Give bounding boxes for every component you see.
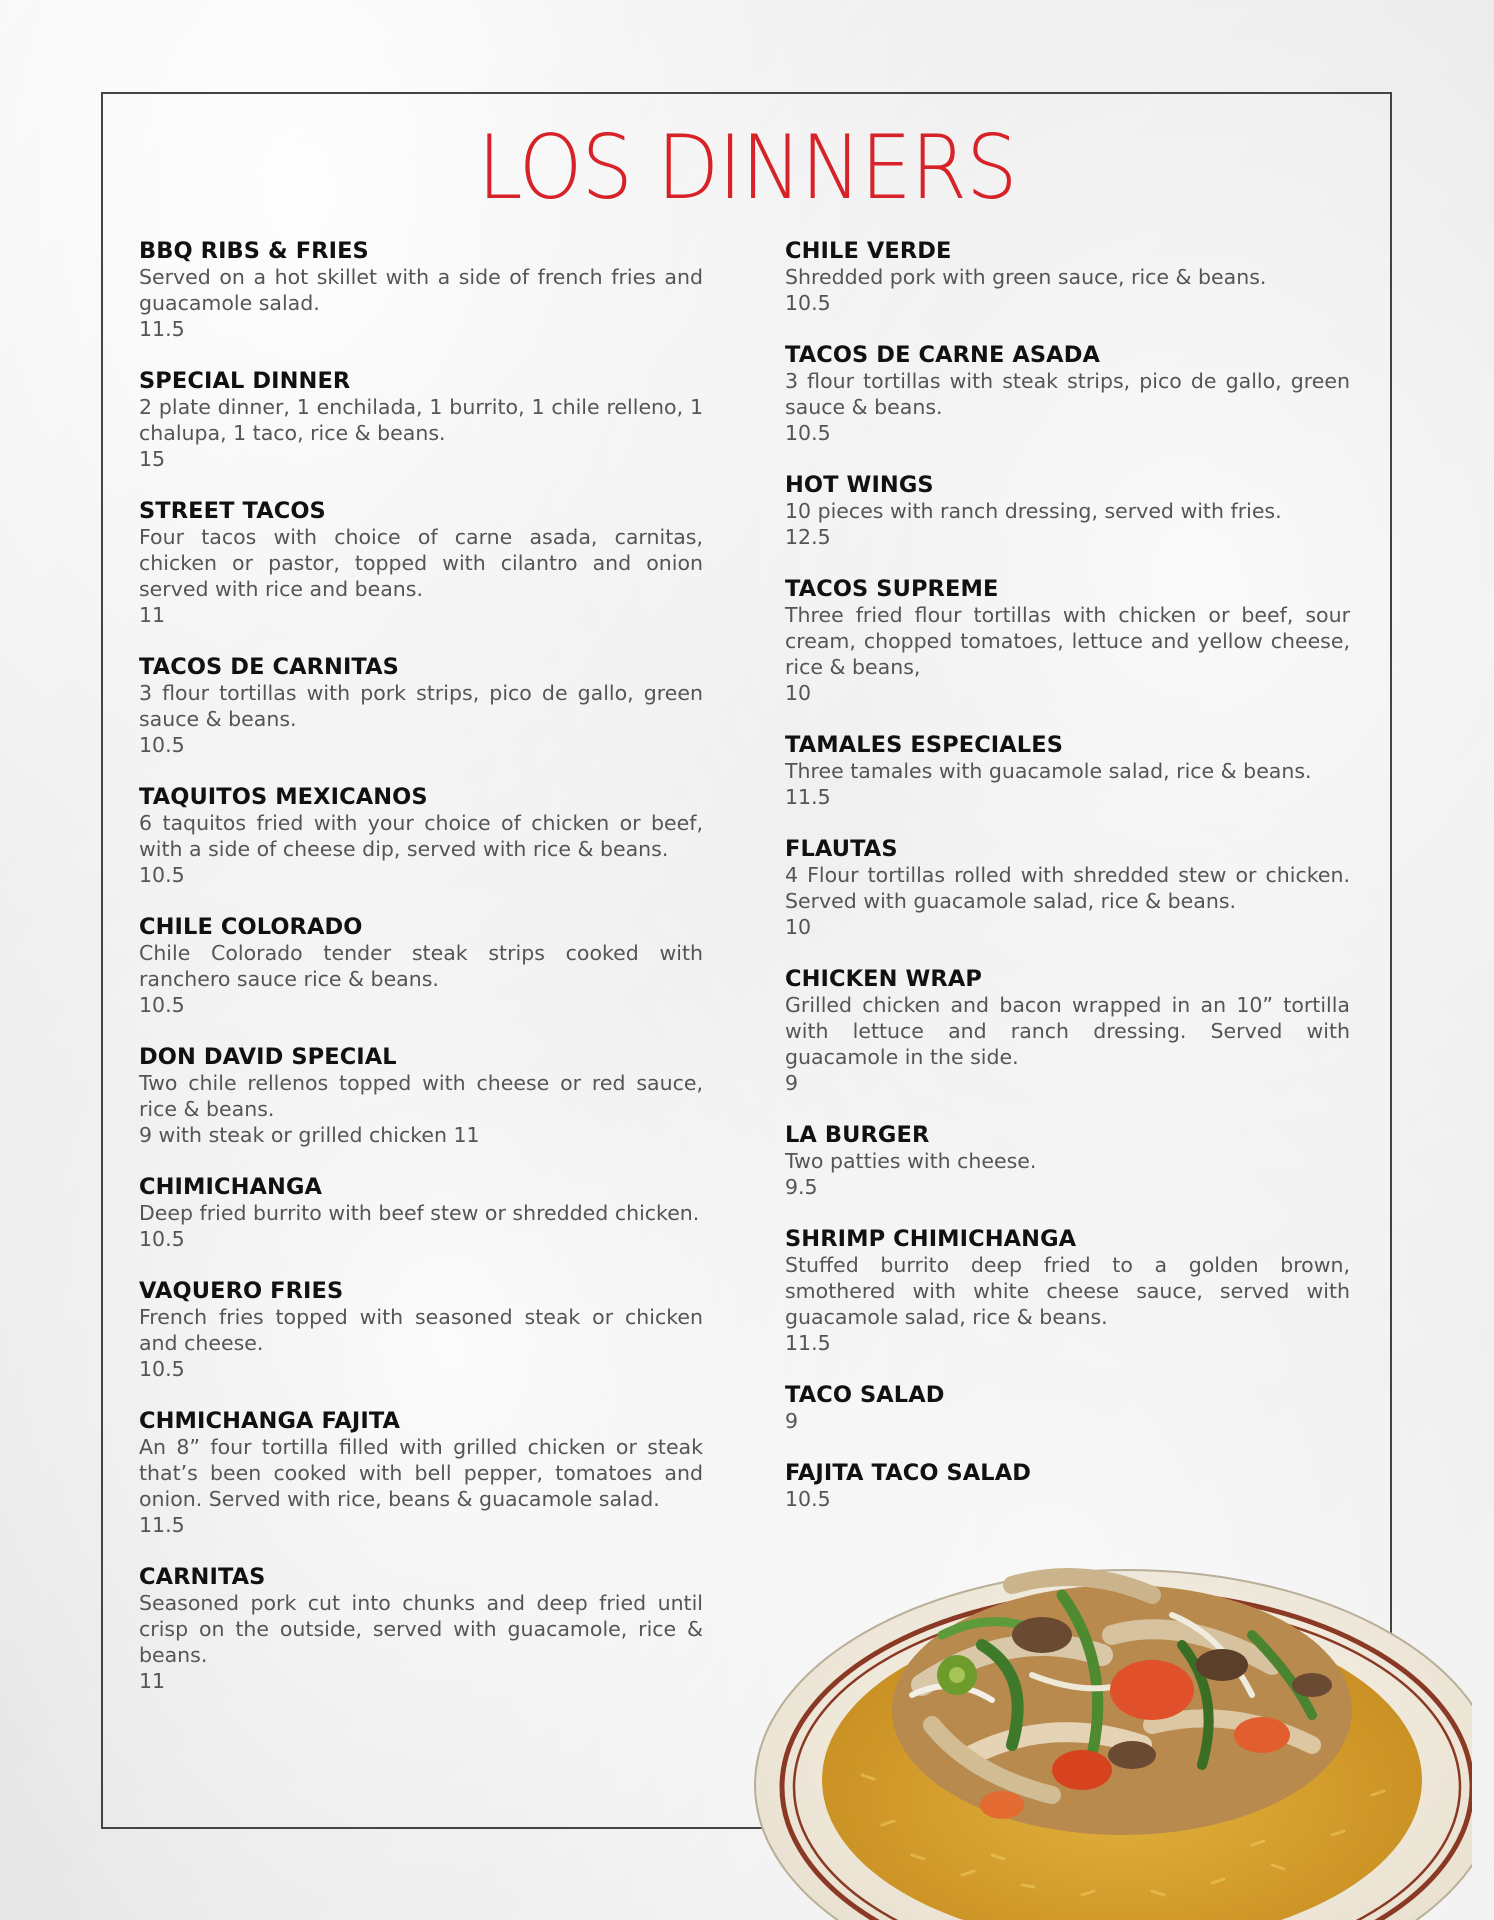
item-name: CHILE COLORADO [139,914,363,940]
item-description: An 8” four tortilla filled with grilled chicken or steak that’s been cooked with bell pepper, tomatoes and onion. Served with rice, beans & guacamole salad. [139,1435,703,1511]
fajita-plate-photo [752,1525,1472,1920]
item-price: 10.5 [785,421,831,445]
left-column [139,238,703,1720]
item-description: Four tacos with choice of carne asada, carnitas, chicken or pastor, topped with cilantro and onion served with rice and beans. [139,525,703,601]
item-price: 12.5 [785,525,831,549]
item-name: CHMICHANGA FAJITA [139,1408,401,1434]
item-name: SPECIAL DINNER [139,368,351,394]
item-name: CARNITAS [139,1564,266,1590]
item-name: HOT WINGS [785,472,934,498]
item-price: 10.5 [139,733,185,757]
item-description: French fries topped with seasoned steak or chicken and cheese. [139,1305,703,1355]
item-name: VAQUERO FRIES [139,1278,344,1304]
item-name: CHILE VERDE [785,238,952,264]
item-price: 11 [139,1669,166,1693]
item-description: Served on a hot skillet with a side of french fries and guacamole salad. [139,265,703,315]
item-price: 9 [785,1409,799,1433]
item-description: 4 Flour tortillas rolled with shredded stew or chicken. Served with guacamole salad, rice & beans. [785,863,1350,913]
item-description: 2 plate dinner, 1 enchilada, 1 burrito, 1 chile relleno, 1 chalupa, 1 taco, rice & beans. [139,395,703,445]
item-description: Grilled chicken and bacon wrapped in an 10” tortilla with lettuce and ranch dressing. Served with guacamole in the side. [785,993,1350,1069]
item-name: STREET TACOS [139,498,326,524]
menu-item [785,1122,1350,1200]
item-description: 3 flour tortillas with steak strips, pico de gallo, green sauce & beans. [785,369,1350,419]
item-description: 6 taquitos fried with your choice of chicken or beef, with a side of cheese dip, served with rice & beans. [139,811,703,861]
item-name: LA BURGER [785,1122,930,1148]
menu-item [785,836,1350,940]
menu-item [139,498,703,628]
item-price: 11.5 [139,317,185,341]
menu-item [139,368,703,472]
item-name: SHRIMP CHIMICHANGA [785,1226,1077,1252]
menu-item [785,342,1350,446]
item-description: Two chile rellenos topped with cheese or red sauce, rice & beans. [139,1071,703,1121]
item-price: 15 [139,447,166,471]
menu-item [785,576,1350,706]
menu-item [139,1278,703,1382]
item-name: FAJITA TACO SALAD [785,1460,1032,1486]
item-name: TACOS DE CARNITAS [139,654,399,680]
item-description: Two patties with cheese. [785,1149,1037,1173]
item-name: CHICKEN WRAP [785,966,982,992]
menu-item [785,1382,1350,1434]
item-price: 10 [785,915,812,939]
menu-item [785,1460,1350,1512]
menu-item [139,1174,703,1252]
item-description: Three tamales with guacamole salad, rice & beans. [785,759,1312,783]
item-name: TAQUITOS MEXICANOS [139,784,428,810]
item-description: Stuffed burrito deep fried to a golden brown, smothered with white cheese sauce, served with guacamole salad, rice & beans. [785,1253,1350,1329]
item-description: Deep fried burrito with beef stew or shredded chicken. [139,1201,700,1225]
item-price: 9 with steak or grilled chicken 11 [139,1123,480,1147]
item-name: TACOS SUPREME [785,576,999,602]
item-price: 11 [139,603,166,627]
item-name: TACO SALAD [785,1382,945,1408]
menu-item [785,732,1350,810]
menu-title: LOS DINNERS [477,116,1017,219]
item-price: 10.5 [785,1487,831,1511]
item-price: 11.5 [139,1513,185,1537]
item-name: BBQ RIBS & FRIES [139,238,369,264]
item-price: 11.5 [785,1331,831,1355]
menu-item [785,1226,1350,1356]
item-price: 11.5 [785,785,831,809]
item-name: CHIMICHANGA [139,1174,323,1200]
menu-item [785,472,1350,550]
item-description: 3 flour tortillas with pork strips, pico de gallo, green sauce & beans. [139,681,703,731]
menu-item [785,238,1350,316]
item-price: 10.5 [139,1227,185,1251]
item-price: 10 [785,681,812,705]
menu-item [139,784,703,888]
item-description: Three fried flour tortillas with chicken or beef, sour cream, chopped tomatoes, lettuce and yellow cheese, rice & beans, [785,603,1350,679]
item-description: Seasoned pork cut into chunks and deep fried until crisp on the outside, served with guacamole, rice & beans. [139,1591,703,1667]
item-price: 10.5 [139,863,185,887]
item-price: 9.5 [785,1175,818,1199]
item-price: 10.5 [139,1357,185,1381]
item-name: DON DAVID SPECIAL [139,1044,397,1070]
item-name: TACOS DE CARNE ASADA [785,342,1100,368]
right-column [785,238,1350,1538]
item-name: TAMALES ESPECIALES [785,732,1064,758]
item-description: Chile Colorado tender steak strips cooked with ranchero sauce rice & beans. [139,941,703,991]
item-price: 9 [785,1071,799,1095]
item-price: 10.5 [785,291,831,315]
menu-item [139,238,703,342]
item-description: 10 pieces with ranch dressing, served with fries. [785,499,1282,523]
item-name: FLAUTAS [785,836,898,862]
menu-item [785,966,1350,1096]
item-price: 10.5 [139,993,185,1017]
item-description: Shredded pork with green sauce, rice & beans. [785,265,1267,289]
menu-item [139,1044,703,1148]
menu-item [139,654,703,758]
menu-item [139,1408,703,1538]
menu-item [139,1564,703,1694]
menu-item [139,914,703,1018]
